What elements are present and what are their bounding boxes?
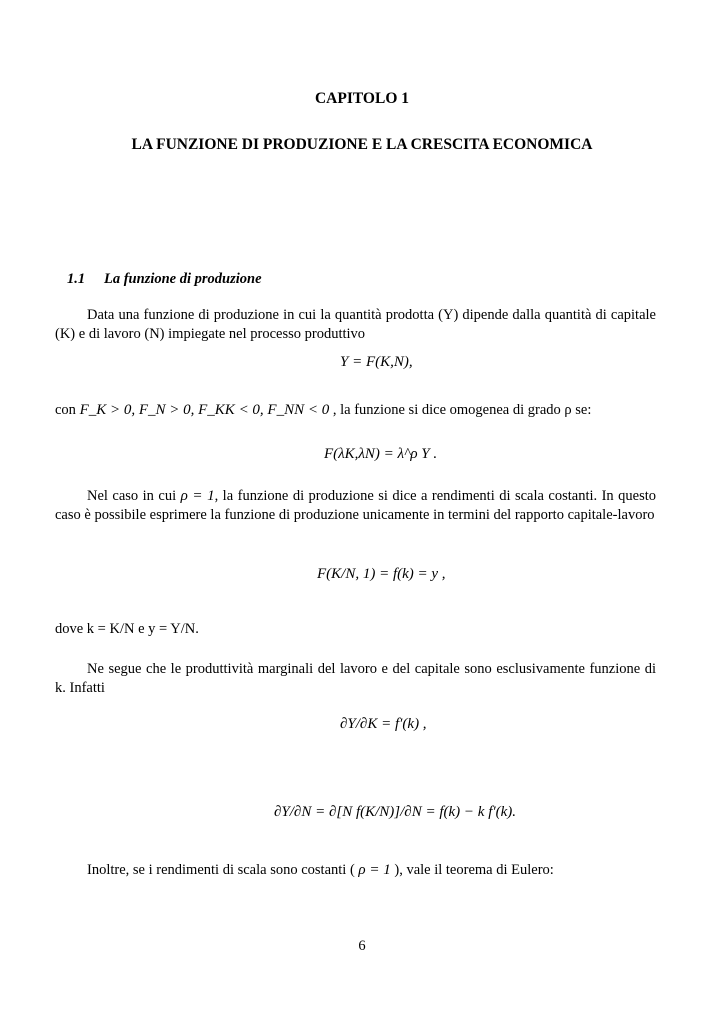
equation-3: F(K/N, 1) = f(k) = y , [317,566,446,582]
paragraph-4: dove k = K/N e y = Y/N. [55,621,199,637]
derivative-conditions: F_K > 0, F_N > 0, F_KK < 0, F_NN < 0 [79,402,330,418]
equation-1: Y = F(K,N), [340,354,413,370]
equation-5: ∂Y/∂N = ∂[N f(K/N)]/∂N = f(k) − k f′(k). [274,804,517,820]
section-title: La funzione di produzione [104,271,262,287]
section-number: 1.1 [67,271,86,287]
paragraph-2: con F_K > 0, F_N > 0, F_KK < 0, F_NN < 0 , la funzione si dice omogenea di grado ρ se: [55,402,592,418]
equation-2: F(λK,λN) = λ^ρ Y . [324,446,438,462]
rho-condition-2: ρ = 1 [358,862,391,878]
paragraph-1 [55,306,656,344]
chapter-subtitle: LA FUNZIONE DI PRODUZIONE E LA CRESCITA ECONOMICA [131,136,593,153]
equation-4: ∂Y/∂K = f′(k) , [340,716,427,732]
paragraph-5: Ne segue che le produttività marginali del lavoro e del capitale sono esclusivamente funzione di k. Infatti [55,661,656,696]
paragraph-6: Inoltre, se i rendimenti di scala sono costanti ( ρ = 1 ), vale il teorema di Eulero: [87,862,554,878]
chapter-title: CAPITOLO 1 [314,90,410,107]
rho-condition: ρ = 1 [180,488,215,504]
page-number: 6 [358,938,366,954]
section-heading [67,271,262,288]
paragraph-3: Nel caso in cui ρ = 1, la funzione di produzione si dice a rendimenti di scala costanti. In questo caso è possibile esprimere la funzione di produzione unicamente in termini del rapporto capitale-lavoro [55,488,656,523]
paragraph-1-text: Data una funzione di produzione in cui la quantità prodotta (Y) dipende dalla quantità di capitale (K) e di lavoro (N) impiegate nel processo produttivo [55,307,656,342]
